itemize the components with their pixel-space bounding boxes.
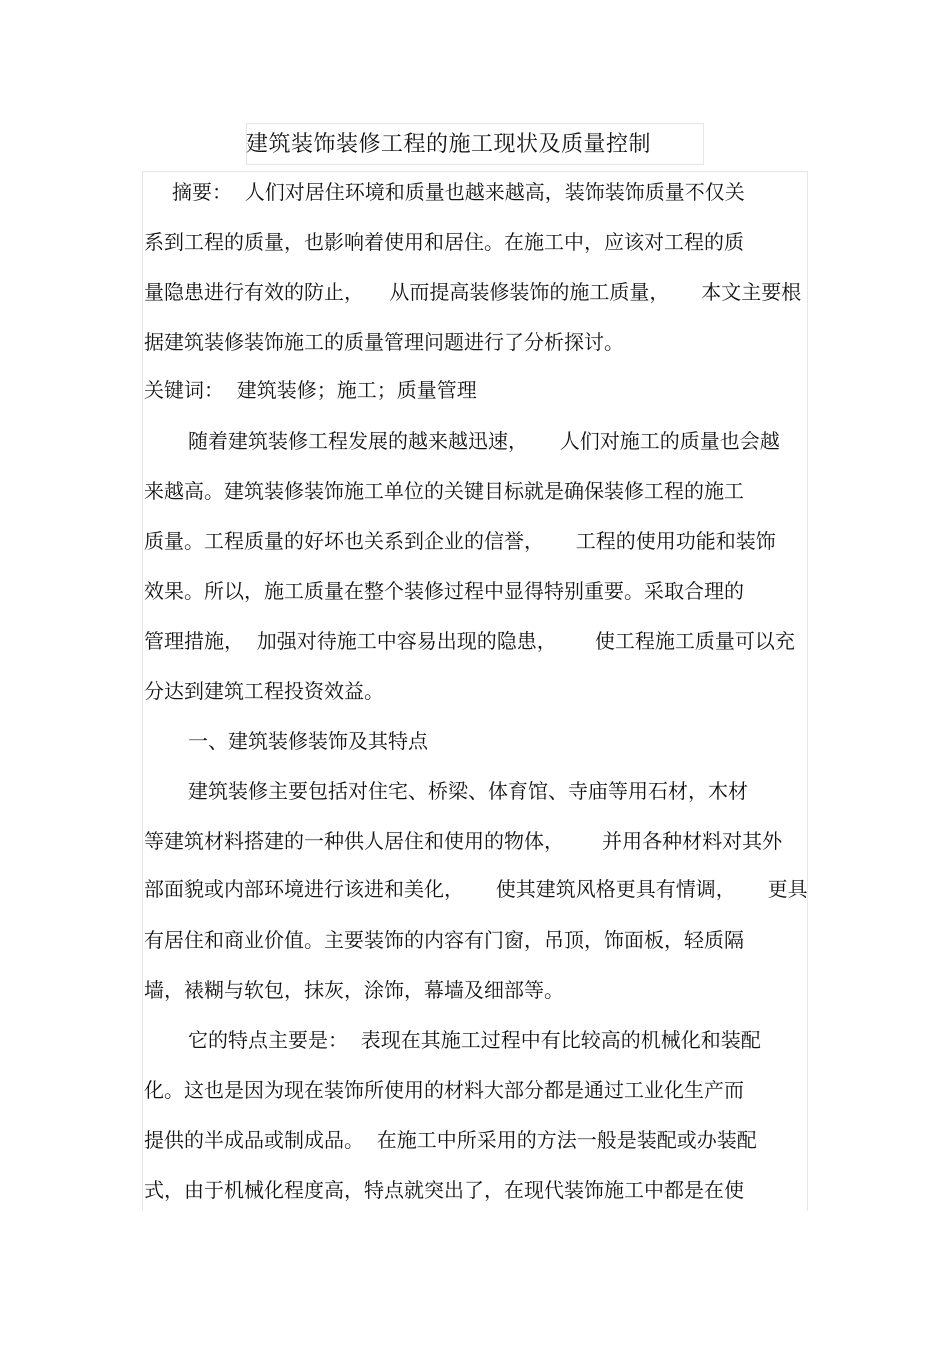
paragraph-line: 化。这也是因为现在装饰所使用的材料大部分都是通过工业化生产而: [144, 1078, 744, 1102]
abstract-line-1: 摘要： 人们对居住环境和质量也越来越高，装饰装饰质量不仅关: [172, 180, 745, 204]
document-title: 建筑装饰装修工程的施工现状及质量控制: [246, 132, 652, 157]
section-heading: 一、建筑装修装饰及其特点: [188, 729, 428, 753]
abstract-line-3: 量隐患进行有效的防止， 从而提高装修装饰的施工质量， 本文主要根: [144, 280, 802, 304]
paragraph-line: 质量。工程质量的好坏也关系到企业的信誉， 工程的使用功能和装饰: [144, 529, 776, 553]
paragraph-line: 有居住和商业价值。主要装饰的内容有门窗，吊顶，饰面板，轻质隔: [144, 928, 744, 952]
keywords-line: 关键词： 建筑装修；施工；质量管理: [144, 378, 477, 402]
paragraph-line: 建筑装修主要包括对住宅、桥梁、体育馆、寺庙等用石材，木材: [188, 779, 748, 803]
paragraph-line: 提供的半成品或制成品。 在施工中所采用的方法一般是装配或办装配: [144, 1128, 757, 1152]
abstract-line-2: 系到工程的质量，也影响着使用和居住。在施工中，应该对工程的质: [144, 230, 744, 254]
paragraph-line: 式，由于机械化程度高，特点就突出了，在现代装饰施工中都是在使: [144, 1178, 744, 1202]
paragraph-line: 等建筑材料搭建的一种供人居住和使用的物体， 并用各种材料对其外: [144, 829, 783, 853]
paragraph-line: 管理措施， 加强对待施工中容易出现的隐患， 使工程施工质量可以充: [144, 629, 795, 653]
paragraph-line: 部面貌或内部环境进行该进和美化， 使其建筑风格更具有情调， 更具: [144, 877, 808, 901]
paragraph-line: 来越高。建筑装修装饰施工单位的关键目标就是确保装修工程的施工: [144, 479, 744, 503]
abstract-line-4: 据建筑装修装饰施工的质量管理问题进行了分析探讨。: [144, 330, 624, 354]
paragraph-line: 随着建筑装修工程发展的越来越迅速， 人们对施工的质量也会越: [188, 429, 780, 453]
paragraph-line: 它的特点主要是： 表现在其施工过程中有比较高的机械化和装配: [188, 1028, 761, 1052]
paragraph-line: 效果。所以，施工质量在整个装修过程中显得特别重要。采取合理的: [144, 579, 744, 603]
paragraph-line: 墙，裱糊与软包，抹灰，涂饰，幕墙及细部等。: [144, 978, 564, 1002]
paragraph-line: 分达到建筑工程投资效益。: [144, 679, 384, 703]
